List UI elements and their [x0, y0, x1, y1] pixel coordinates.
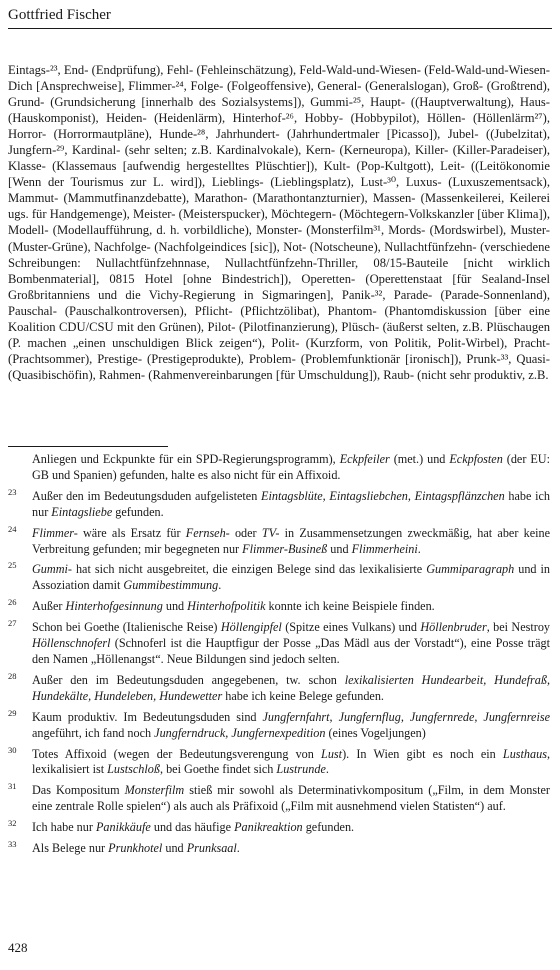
footnote-26: 26 Außer Hinterhofgesinnung und Hinterhofpolitik konnte ich keine Beispiele finden. [8, 597, 435, 614]
footnote-continuation: Anliegen und Eckpunkte für ein SPD-Regierungsprogramm), Eckpfeiler (met.) und Eckpfosten (der EU: GB und Spanien) gefunden, halte es also nicht für ein Affixoid. [32, 452, 550, 482]
footnote-number: 26 [8, 597, 17, 608]
footnote-number: 24 [8, 523, 17, 534]
footnote-24: 24 Flimmer- wäre als Ersatz für Fernseh- oder TV- in Zusammensetzungen zweckmäßig, hat aber keine Verbreitung gefunden; mir begegneten nur Flimmer-Busineß und Flimmerheini. [8, 523, 550, 556]
running-head: Gottfried Fischer [8, 7, 111, 23]
footnote-number: 31 [8, 781, 17, 792]
footnote-number: 27 [8, 618, 17, 629]
footnote-number: 29 [8, 707, 17, 718]
footnotes [8, 452, 550, 862]
footnote-28: 28 Außer den im Bedeutungsduden angegebenen, tw. schon lexikalisierten Hundearbeit, Hundefraß, Hundekälte, Hundeleben, Hundewetter habe ich keine Belege gefunden. [8, 670, 550, 703]
header-rule [8, 28, 552, 29]
footnote-number: 30 [8, 744, 17, 755]
footnote-33: 33 Als Belege nur Prunkhotel und Prunksaal. [8, 839, 240, 856]
footnote-30: 30 Totes Affixoid (wegen der Bedeutungsverengung von Lust). In Wien gibt es noch ein Lusthaus, lexikalisiert ist Lustschloß, bei Goethe findet sich Lustrunde. [8, 744, 550, 777]
page-number: 428 [8, 940, 28, 955]
footnote-27: 27 Schon bei Goethe (Italienische Reise) Höllengipfel (Spitze eines Vulkans) und Höllenbruder, bei Nestroy Höllenschnoferl (Schnoferl ist die Hauptfigur der Posse „Das Mädl aus der Vorstadt“), eine Posse trägt den Namen „Höllenangst“. Neue Bildungen sind jedoch selten. [8, 618, 551, 666]
body-paragraph: Eintags-²³, End- (Endprüfung), Fehl- (Fehleinschätzung), Feld-Wald-und-Wiesen- (Feld-Wald-und-Wiesen-Dich [Ansprechweise], Flimmer-²⁴, Folge- (Folgeoffensive), General- (Generalslogan), Groß- (Großtrend), Grund- (Grundsicherung [innerhalb des Sozialsystems]), Gummi-²⁵, Haupt- ((Hauptverwaltung), Haus- (Hauskomponist), Heiden- (Heidenlärm), Hinterhof-²⁶, Hobby- (Hobbypilot), Höllen- (Höllenlärm²⁷), Horror- (Horrormautpläne), Hunde-²⁸, Jahrhundert- (Jahrhundertmaler [Picasso]), Jubel- ((Jubelzitat), Jungfern-²⁹, Kardinal- (sehr selten; z.B. Kardinalvokale), Kern- (Kerneuropa), Killer- (Killer-Paradeiser), Klasse- (Klassemaus [aufwendig hergestelltes Plüschtier]), Kult- (Pop-Kultgott), Leit- ((Leitökonomie [Wenn der Tourismus zur L. wird]), Lieblings- (Lieblingsplatz), Lust-³⁰, Luxus- (Luxuszementsack), Mammut- (Mammutfinanzdebatte), Marathon- (Marathontanzturnier), Massen- (Massenkeilerei, Keilerei ugs. für Handgemenge), Meister- (Meisterspucker), Möchtegern- (Möchtegern-Volkskanzler [über Klima]), Modell- (Modellaufführung, d. h. vorbildliche), Monster- (Monsterfilm³¹, Mords- (Mordswirbel), Muster- (Muster-Grüne), Nachfolge- (Nachfolgeindices [sic]), Not- (Notscheune), Nullachtfünfzehn- (verschiedene Schreibungen: Nullachtfünfzehnnase, Nullachtfünfzehn-Thriller, 08/15-Bauteile [nicht wirklich Bombenmaterial], 0815 Hotel [ohne Bindestrich]), Operetten- (Operettenstaat [für Sealand-Insel Großbritanniens und die Vichy-Regierung in Sigmaringen], Panik-³², Parade- (Parade-Sonnenland), Pauschal- (Pauschalkontroversen), Pflicht- (Pflichtzölibat), Phantom- (Phantomdiskussion [über eine Koalition CDU/CSU mit den Grünen), Pilot- (Pilotfinanzierung), Plüsch- (äußerst selten, z.B. Plüschaugen (P. machen „einen unschuldigen Blick zeigen“), Polit- (Kurzform, von Politik, Polit-Wirbel), Pracht- (Prachtsommer), Prestige- (Prestigeprodukte), Problem- (Problemfunktionär [ironisch]), Prunk-³³, Quasi- (Quasibischöfin), Rahmen- (Rahmenvereinbarungen [für Umschuldung]), Raub- (nicht sehr produktiv, z.B. [8, 63, 550, 382]
footnote-31: 31 Das Kompositum Monsterfilm stieß mir sowohl als Determinativkompositum („Film, in dem Monster eine zentrale Rolle spielen“) als auch als Präfixoid („Film mit ausnehmend vielen Statisten“) auf. [8, 781, 550, 814]
footnote-32: 32 Ich habe nur Panikkäufe und das häufige Panikreaktion gefunden. [8, 818, 355, 835]
footnote-number: 33 [8, 839, 17, 850]
footnote-number: 28 [8, 670, 17, 681]
footnote-number: 32 [8, 818, 17, 829]
footnote-29: 29 Kaum produktiv. Im Bedeutungsduden sind Jungfernfahrt, Jungfernflug, Jungfernrede, Jungfernreise angeführt, ich fand noch Jungferndruck, Jungfernexpedition (eines Vogeljungen) [8, 707, 550, 740]
footnote-number: 25 [8, 560, 17, 571]
footnote-25: 25 Gummi- hat sich nicht ausgebreitet, die einzigen Belege sind das lexikalisierte Gummiparagraph und in Assoziation damit Gummibestimmung. [8, 560, 550, 593]
footnote-number: 23 [8, 486, 17, 497]
footnote-rule [8, 446, 168, 447]
footnote-23: 23 Außer den im Bedeutungsduden aufgelisteten Eintagsblüte, Eintagsliebchen, Eintagspflänzchen habe ich nur Eintagsliebe gefunden. [8, 486, 550, 519]
